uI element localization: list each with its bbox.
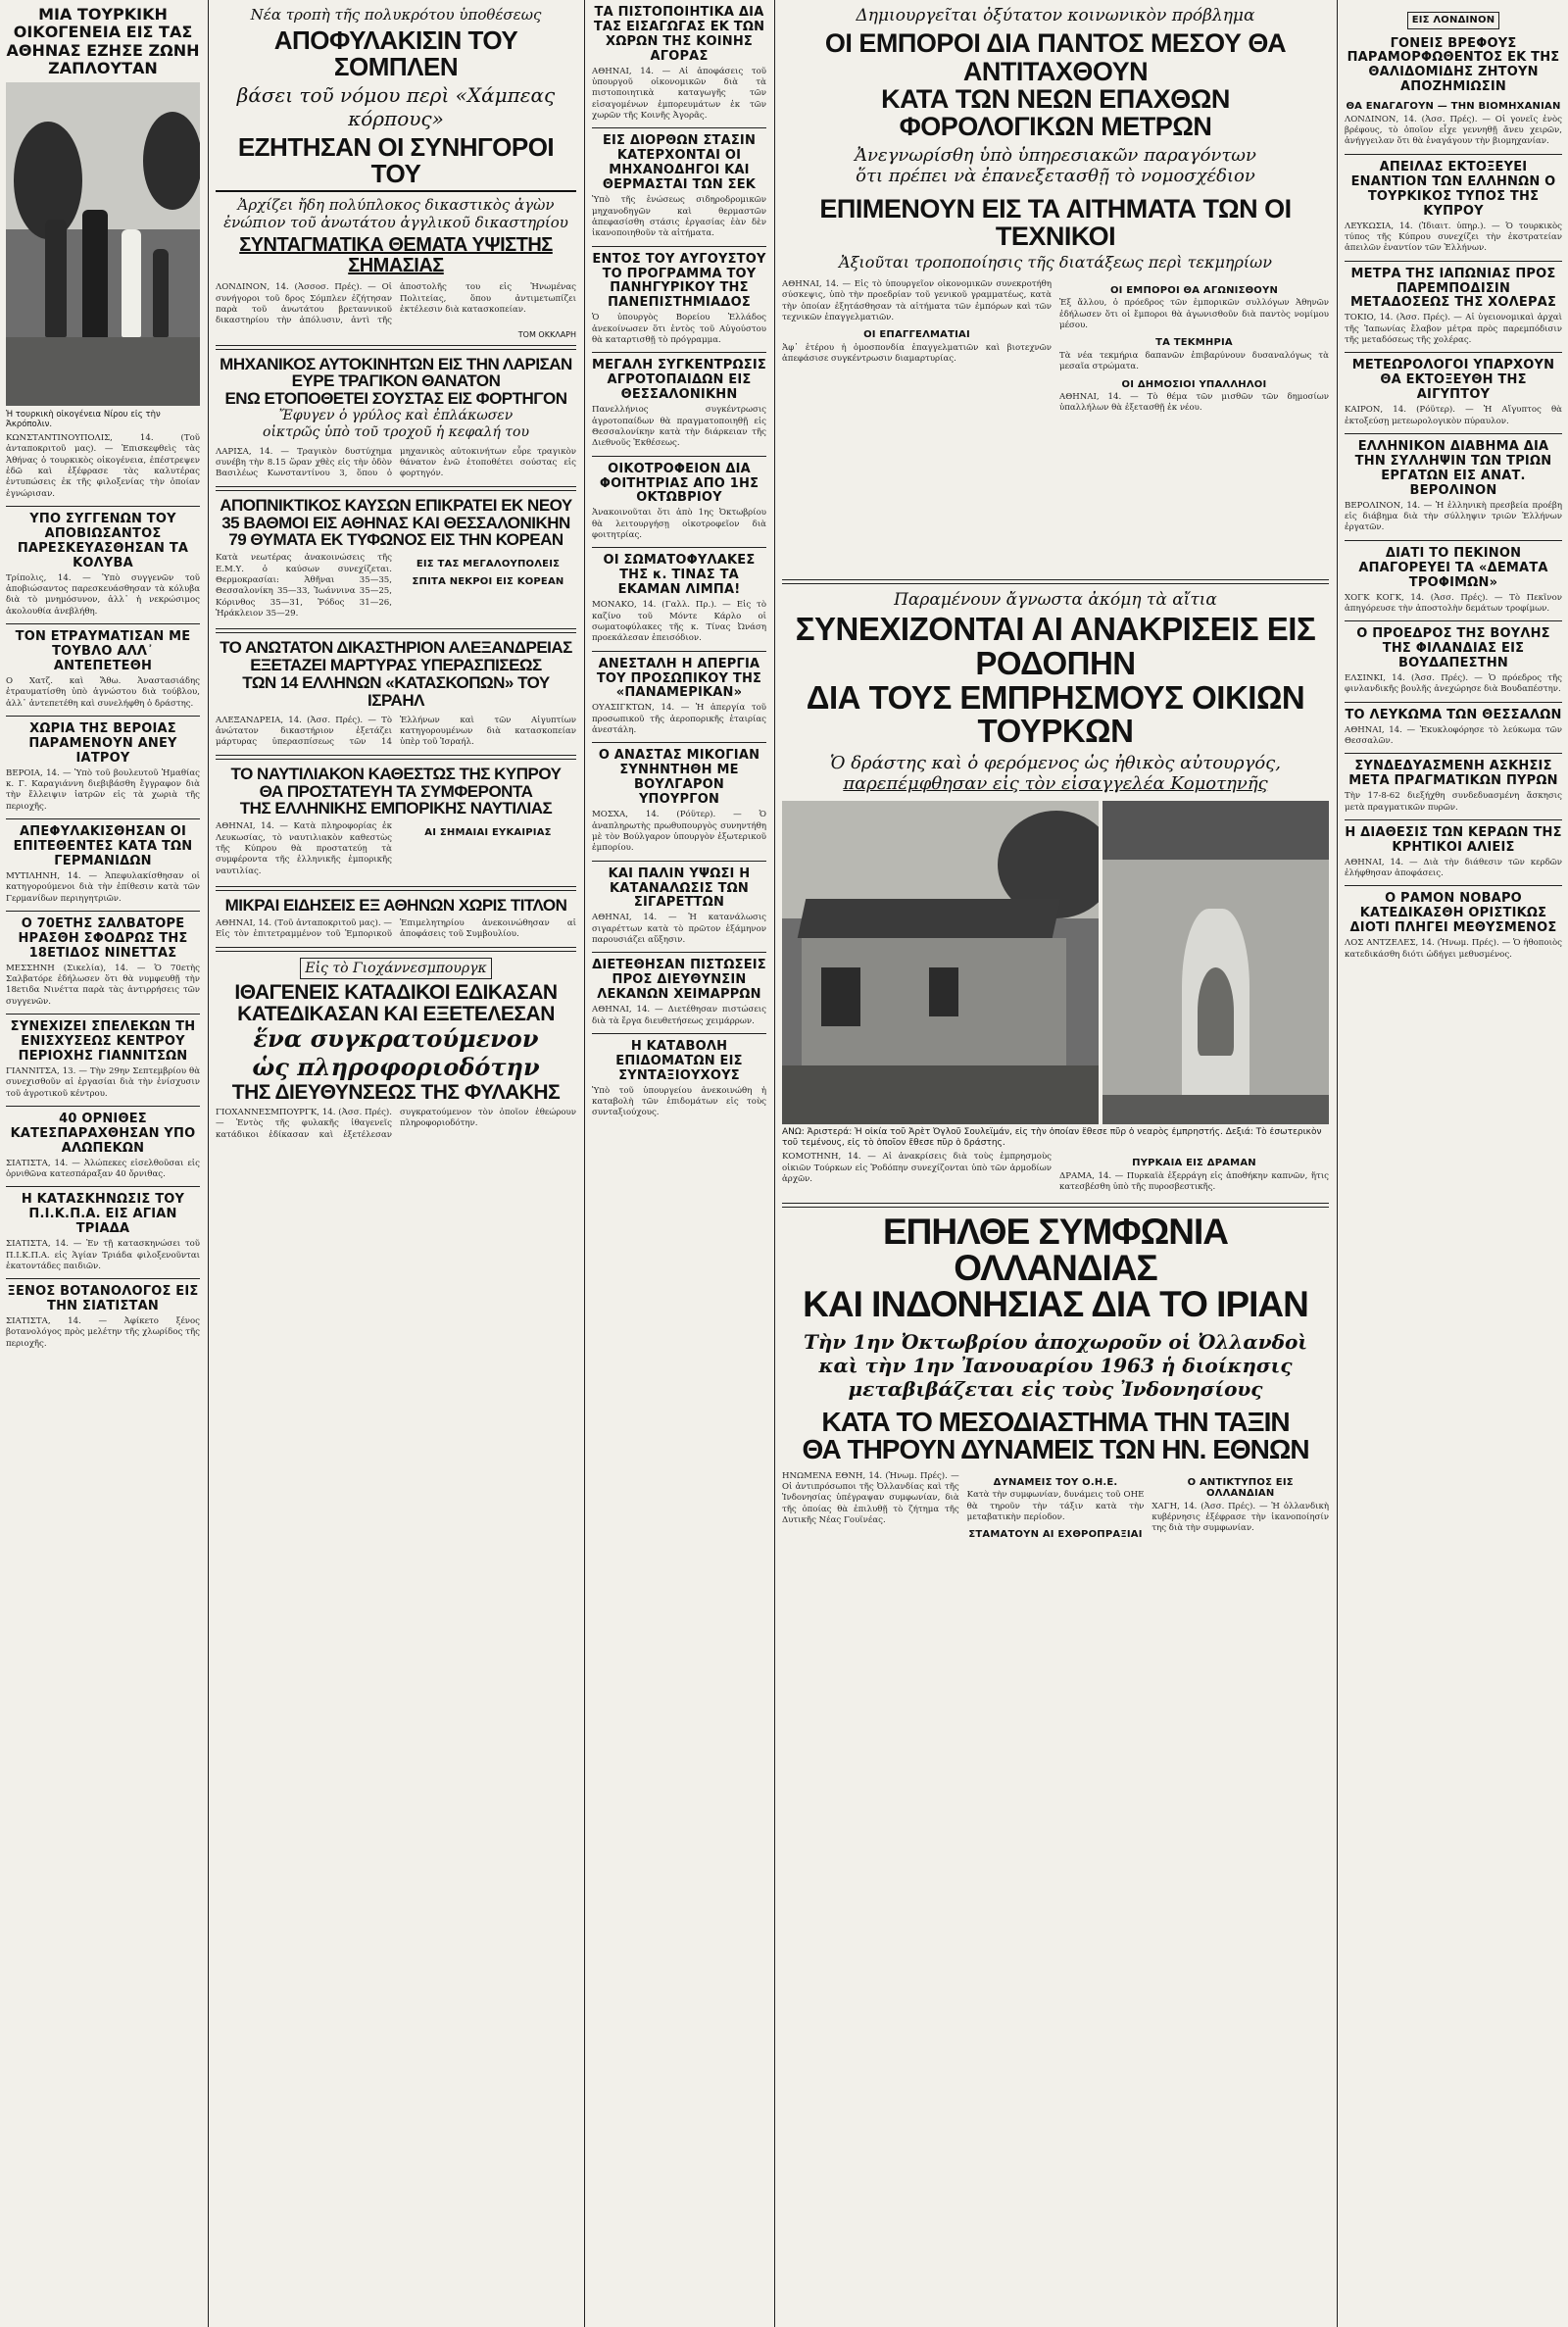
headline: ΕΞΕΤΑΖΕΙ ΜΑΡΤΥΡΑΣ ΥΠΕΡΑΣΠΙΣΕΩΣ — [250, 656, 542, 675]
kicker: Παραμένουν ἄγνωστα ἀκόμη τὰ αἴτια — [894, 589, 1217, 610]
story-headline: ΜΕΤΡΑ ΤΗΣ ΙΑΠΩΝΙΑΣ ΠΡΟΣ ΠΑΡΕΜΠΟΔΙΣΙΝ ΜΕΤΑΔΟΣΕΩΣ ΤΗΣ ΧΟΛΕΡΑΣ — [1349, 266, 1557, 311]
story-body: Ἀφ᾽ ἑτέρου ἡ ὁμοσπονδία ἐπαγγελματιῶν καὶ βιοτεχνῶν ἀπεφάσισε συγκέντρωσιν διαμαρτυρίας. — [782, 342, 1052, 365]
headline: ΜΗΧΑΝΙΚΟΣ ΑΥΤΟΚΙΝΗΤΩΝ ΕΙΣ ΤΗΝ ΛΑΡΙΣΑΝ ΕΥΡΕ ΤΡΑΓΙΚΟΝ ΘΑΝΑΤΟΝ — [220, 354, 572, 391]
headline: ΚΑΤΑ ΤΟ ΜΕΣΟΔΙΑΣΤΗΜΑ ΤΗΝ ΤΑΞΙΝ — [821, 1406, 1290, 1437]
story-headline: ΕΙΣ ΔΙΟΡΘΩΝ ΣΤΑΣΙΝ ΚΑΤΕΡΧΟΝΤΑΙ ΟΙ ΜΗΧΑΝΟΔΗΓΟΙ ΚΑΙ ΘΕΡΜΑΣΤΑΙ ΤΩΝ ΣΕΚ — [602, 133, 757, 193]
story-body: ΧΟΓΚ ΚΟΓΚ, 14. (Ἀσσ. Πρές). — Τὸ Πεκῖνον ἀπηγόρευσε τὴν ἀποστολὴν δεμάτων τροφίμων. — [1345, 592, 1562, 614]
story-headline: Ο ΑΝΑΣΤΑΣ ΜΙΚΟΓΙΑΝ ΣΥΝΗΝΤΗΘΗ ΜΕ ΒΟΥΛΓΑΡΟΝ ΥΠΟΥΡΓΟΝ — [598, 748, 760, 808]
story-headline: ΚΑΙ ΠΑΛΙΝ ΥΨΩΣΙ Η ΚΑΤΑΝΑΛΩΣΙΣ ΤΩΝ ΣΙΓΑΡΕΤΤΩΝ — [608, 866, 751, 911]
story-body: ΑΘΗΝΑΙ, 14. — Διὰ τὴν διάθεσιν τῶν κερδῶν ἐλήφθησαν ἀποφάσεις. — [1345, 857, 1562, 879]
headline: ΤΗΣ ΔΙΕΥΘΥΝΣΕΩΣ ΤΗΣ ΦΥΛΑΚΗΣ — [231, 1080, 561, 1104]
story-body: ΕΛΣΙΝΚΙ, 14. (Ἀσσ. Πρές). — Ὁ πρόεδρος τῆς φινλανδικῆς βουλῆς ἀνεχώρησε διὰ Βουδαπέστην. — [1345, 673, 1562, 695]
subhead: ΟΙ ΕΜΠΟΡΟΙ ΘΑ ΑΓΩΝΙΣΘΟΥΝ — [1109, 284, 1279, 296]
story-headline: ΟΙΚΟΤΡΟΦΕΙΟΝ ΔΙΑ ΦΟΙΤΗΤΡΙΑΣ ΑΠΟ 1ΗΣ ΟΚΤΩΒΡΙΟΥ — [599, 461, 760, 506]
subhead: Ο ΑΝΤΙΚΤΥΠΟΣ ΕΙΣ ΟΛΛΑΝΔΙΑΝ — [1187, 1476, 1294, 1500]
story-body: Ἐξ ἄλλου, ὁ πρόεδρος τῶν ἐμπορικῶν συλλόγων Ἀθηνῶν ἐδήλωσεν ὅτι οἱ ἔμποροι θὰ ἀγωνισθοῦν διὰ παντὸς νομίμου μέσου. — [1059, 298, 1329, 331]
story-body: ΜΥΤΙΛΗΝΗ, 14. — Ἀπεφυλακίσθησαν οἱ κατηγορούμενοι διὰ τὴν ἐπίθεσιν κατὰ τῶν Γερμανίδων περιηγητριῶν. — [6, 870, 200, 904]
story-body: Ὁ ὑπουργὸς Βορείου Ἑλλάδος ἀνεκοίνωσεν ὅτι ἐντὸς τοῦ Αὐγούστου θὰ καταρτισθῇ τὸ πρόγραμμα. — [592, 313, 766, 346]
story-body: Ὑπὸ τοῦ ὑπουργείου ἀνεκοινώθη ἡ καταβολὴ τῶν ἐπιδομάτων εἰς τοὺς συνταξιούχους. — [592, 1085, 766, 1118]
story-headline: ΑΠΕΙΛΑΣ ΕΚΤΟΞΕΥΕΙ ΕΝΑΝΤΙΟΝ ΤΩΝ ΕΛΛΗΝΩΝ Ο ΤΟΥΡΚΙΚΟΣ ΤΥΠΟΣ ΤΗΣ ΚΥΠΡΟΥ — [1350, 159, 1556, 219]
story-headline: ΕΛΛΗΝΙΚΟΝ ΔΙΑΒΗΜΑ ΔΙΑ ΤΗΝ ΣΥΛΛΗΨΙΝ ΤΩΝ ΤΡΙΩΝ ΕΡΓΑΤΩΝ ΕΙΣ ΑΝΑΤ. ΒΕΡΟΛΙΝΟΝ — [1354, 438, 1552, 498]
headline: ΑΠΟΠΝΙΚΤΙΚΟΣ ΚΑΥΣΩΝ ΕΠΙΚΡΑΤΕΙ ΕΚ ΝΕΟΥ — [220, 495, 572, 515]
section-tag: ΕΙΣ ΛΟΝΔΙΝΟΝ — [1407, 12, 1500, 29]
deck: Ὁ δράστης καὶ ὁ φερόμενος ὡς ἠθικὸς αὐτουργός, — [830, 752, 1281, 773]
story-body: ΣΙΑΤΙΣΤΑ, 14. — Ἐν τῇ κατασκηνώσει τοῦ Π.Ι.Κ.Π.Α. εἰς Ἁγίαν Τριάδα φιλοξενοῦνται ἑκατοντάδες παιδιῶν. — [6, 1239, 200, 1271]
column-1 — [0, 0, 206, 2327]
deck: Ἀρχίζει ἤδη πολύπλοκος δικαστικὸς ἀγὼν — [237, 196, 555, 215]
subhead: ΑΙ ΣΗΜΑΙΑΙ ΕΥΚΑΙΡΙΑΣ — [424, 827, 552, 839]
kicker: Δημιουργεῖται ὀξύτατον κοινωνικὸν πρόβλημα — [856, 6, 1255, 25]
headline: ΤΟ ΑΝΩΤΑΤΟΝ ΔΙΚΑΣΤΗΡΙΟΝ ΑΛΕΞΑΝΔΡΕΙΑΣ — [220, 638, 572, 658]
photo-caption: ΑΝΩ: Ἀριστερά: Ἡ οἰκία τοῦ Ἀρὲτ Ὀγλοῦ Σουλεϊμάν, εἰς τὴν ὁποίαν ἔθεσε πῦρ ὁ νεαρὸς ἐμπρηστής. Δεξιά: Τὸ ἐσωτερικὸν τοῦ τεμένους, εἰς τὸ ὁποῖον ἔθεσε πῦρ ὁ δράστης. — [782, 1126, 1322, 1149]
column-3 — [586, 0, 772, 2327]
story-body: ΜΟΝΑΚΟ, 14. (Γαλλ. Πρ.). — Εἰς τὸ καζίνο τοῦ Μόντε Κάρλο οἱ σωματοφύλακες τῆς κ. Τίνας Ὠνάση προεκάλεσαν ἐπεισόδιον. — [592, 600, 766, 644]
byline: ΤΟΜ ΟΚΚΛΑΡΗ — [517, 329, 576, 339]
headline: ΤΟ ΝΑΥΤΙΛΙΑΚΟΝ ΚΑΘΕΣΤΩΣ ΤΗΣ ΚΥΠΡΟΥ — [230, 764, 562, 783]
subhead: ΕΙΣ ΤΑΣ ΜΕΓΑΛΟΥΠΟΛΕΙΣ — [416, 559, 561, 570]
story-body: ΑΘΗΝΑΙ, 14. (Τοῦ ἀνταποκριτοῦ μας). — Εἰς τὸν ἐπιτετραμμένον τοῦ Ἐμπορικοῦ Ἐπιμελητηρίου ἀνεκοινώθησαν αἱ ἀποφάσεις τοῦ Συμβουλίου. — [216, 917, 576, 940]
headline: ΣΥΝΤΑΓΜΑΤΙΚΑ ΘΕΜΑΤΑ ΥΨΙΣΤΗΣ ΣΗΜΑΣΙΑΣ — [239, 234, 553, 277]
story-body: ΑΘΗΝΑΙ, 14. — Κατὰ πληροφορίας ἐκ Λευκωσίας, τὸ ναυτιλιακὸν καθεστὼς τῆς Κύπρου θὰ προστατεύῃ τὰ συμφέροντα τῆς ἑλληνικῆς ἐμπορικῆς ναυτιλίας. — [216, 821, 392, 876]
story-body: ΓΙΟΧΑΝΝΕΣΜΠΟΥΡΓΚ, 14. (Ἀσσ. Πρές). — Ἐντὸς τῆς φυλακῆς ἰθαγενεῖς κατάδικοι ἐδίκασαν καὶ ἐξετέλεσαν συγκρατούμενον τὸν ὁποῖον ἐθεώρουν πληροφοριοδότην. — [216, 1108, 576, 1140]
headline: ΤΩΝ 14 ΕΛΛΗΝΩΝ «ΚΑΤΑΣΚΟΠΩΝ» ΤΟΥ ΙΣΡΑΗΛ — [242, 673, 550, 710]
headline: ΜΙΚΡΑΙ ΕΙΔΗΣΕΙΣ ΕΞ ΑΘΗΝΩΝ ΧΩΡΙΣ ΤΙΤΛΟΝ — [224, 895, 567, 915]
subhead: ΣΠΙΤΑ ΝΕΚΡΟΙ ΕΙΣ ΚΟΡΕΑΝ — [412, 575, 564, 587]
story-body: ΒΕΡΟΙΑ, 14. — Ὑπὸ τοῦ βουλευτοῦ Ἠμαθίας κ. Γ. Καραγιάννη διεβιβάσθη ἔγγραφον διὰ τὴν ἔλλειψιν ἰατρῶν εἰς τὰ χωριὰ τῆς περιοχῆς. — [6, 767, 200, 812]
story-body: ΑΘΗΝΑΙ, 14. — Ἡ κατανάλωσις σιγαρέττων κατὰ τὸ πρῶτον ἑξάμηνον παρουσιάζει αὔξησιν. — [592, 913, 766, 946]
story-headline: Ο ΡΑΜΟΝ ΝΟΒΑΡΟ ΚΑΤΕΔΙΚΑΣΘΗ ΟΡΙΣΤΙΚΩΣ ΔΙΟΤΙ ΠΛΗΓΕΙ ΜΕΘΥΣΜΕΝΟΣ — [1349, 891, 1557, 936]
story-body: ΜΕΣΣΗΝΗ (Σικελία), 14. — Ὁ 70ετὴς Σαλβατόρε ἐδήλωσεν ὅτι θὰ νυμφευθῇ τὴν 18ετιδα Νινέττα παρὰ τὰς ἀντιρρήσεις τῶν συγγενῶν. — [6, 963, 200, 1007]
headline: ὡς πληροφοριοδότην — [252, 1053, 540, 1082]
headline: ΔΙΑ ΤΟΥΣ ΕΜΠΡΗΣΜΟΥΣ ΟΙΚΙΩΝ ΤΟΥΡΚΩΝ — [806, 678, 1305, 750]
deck: παρεπέμφθησαν εἰς τὸν εἰσαγγελέα Κομοτηνῆς — [843, 773, 1268, 795]
story-body: Τὴν 17-8-62 διεξήχθη συνδεδυασμένη ἄσκησις μετὰ πραγματικῶν πυρῶν. — [1345, 791, 1562, 813]
headline: ΑΠΟΦΥΛΑΚΙΣΙΝ ΤΟΥ ΣΟΜΠΛΕΝ — [273, 25, 518, 82]
story-headline: ΜΕΤΕΩΡΟΛΟΓΟΙ ΥΠΑΡΧΟΥΝ ΘΑ ΕΚΤΟΞΕΥΘΗ ΤΗΣ ΑΙΓΥΠΤΟΥ — [1351, 358, 1555, 403]
story-body: ΑΘΗΝΑΙ, 14. — Ἐκυκλοφόρησε τὸ λεύκωμα τῶν Θεσσαλῶν. — [1345, 724, 1562, 746]
headline: ΟΙ ΕΜΠΟΡΟΙ ΔΙΑ ΠΑΝΤΟΣ ΜΕΣΟΥ ΘΑ ΑΝΤΙΤΑΧΘΟΥΝ — [824, 28, 1287, 86]
deck: μεταβιβάζεται εἰς τοὺς Ἰνδονησίους — [848, 1376, 1263, 1401]
kicker: Εἰς τὸ Γιοχάννεσμπουργκ — [300, 958, 491, 980]
deck: καὶ τὴν 1ην Ἰανουαρίου 1963 ἡ διοίκησις — [818, 1353, 1293, 1377]
subhead: ΠΥΡΚΑΙΑ ΕΙΣ ΔΡΑΜΑΝ — [1132, 1158, 1256, 1169]
headline: ΚΑΤΑ ΤΩΝ ΝΕΩΝ ΕΠΑΧΘΩΝ ΦΟΡΟΛΟΓΙΚΩΝ ΜΕΤΡΩΝ — [881, 84, 1230, 142]
story-headline: ΔΙΕΤΕΘΗΣΑΝ ΠΙΣΤΩΣΕΙΣ ΠΡΟΣ ΔΙΕΥΘΥΝΣΙΝ ΛΕΚΑΝΩΝ ΧΕΙΜΑΡΡΩΝ — [592, 958, 766, 1003]
story-headline: 40 ΟΡΝΙΘΕΣ ΚΑΤΕΣΠΑΡΑΧΘΗΣΑΝ ΥΠΟ ΑΛΩΠΕΚΩΝ — [10, 1111, 196, 1156]
deck: Ἀνεγνωρίσθη ὑπὸ ὑπηρεσιακῶν παραγόντων — [855, 144, 1256, 166]
story-body: ΛΟΣ ΑΝΤΖΕΛΕΣ, 14. (Ἡνωμ. Πρές). — Ὁ ἠθοποιὸς κατεδικάσθη διότι ὡδήγει μεθυσμένος. — [1345, 938, 1562, 960]
story-body: ΧΑΓΗ, 14. (Ἀσσ. Πρές). — Ἡ ὀλλανδικὴ κυβέρνησις ἐξέφρασε τὴν ἱκανοποίησίν της διὰ τὴν συμφωνίαν. — [1152, 1501, 1330, 1534]
deck: Ἀξιοῦται τροποποίησις τῆς διατάξεως περὶ τεκμηρίων — [839, 252, 1272, 272]
headline: ΕΠΗΛΘΕ ΣΥΜΦΩΝΙΑ ΟΛΛΑΝΔΙΑΣ — [882, 1211, 1228, 1288]
headline: ΕΖΗΤΗΣΑΝ ΟΙ ΣΥΝΗΓΟΡΟΙ ΤΟΥ — [216, 134, 576, 193]
photo-mosque-interior — [1102, 801, 1329, 1124]
story-headline: Η ΔΙΑΘΕΣΙΣ ΤΩΝ ΚΕΡΑΩΝ ΤΗΣ ΚΡΗΤΙΚΟΙ ΑΛΙΕΙΣ — [1345, 824, 1562, 855]
story-body: Ὑπὸ τῆς ἑνώσεως σιδηροδρομικῶν μηχανοδηγῶν καὶ θερμαστῶν ἀπεφασίσθη στάσις ἐργασίας ἐὰν δὲν ἱκανοποιηθοῦν τὰ αἰτήματα. — [592, 195, 766, 239]
story-headline: Η ΚΑΤΑΣΚΗΝΩΣΙΣ ΤΟΥ Π.Ι.Κ.Π.Α. ΕΙΣ ΑΓΙΑΝ ΤΡΙΑΔΑ — [21, 1192, 185, 1237]
story-headline: ΤΟ ΛΕΥΚΩΜΑ ΤΩΝ ΘΕΣΣΑΛΩΝ — [1345, 707, 1562, 722]
story-body: ΑΛΕΞΑΝΔΡΕΙΑ, 14. (Ἀσσ. Πρές). — Τὸ ἀνώτατον δικαστήριον ἐξετάζει μάρτυρας ὑπερασπίσεως τῶν 14 Ἑλλήνων καὶ τῶν Αἰγυπτίων κατηγορουμένων διὰ κατασκοπείαν ὑπὲρ τοῦ Ἰσραήλ. — [216, 715, 576, 748]
story-body: ΒΕΡΟΛΙΝΟΝ, 14. — Ἡ ἑλληνικὴ πρεσβεία προέβη εἰς διάβημα διὰ τὴν σύλληψιν τριῶν Ἑλλήνων ἐργατῶν. — [1345, 500, 1562, 533]
story-headline: ΔΙΑΤΙ ΤΟ ΠΕΚΙΝΟΝ ΑΠΑΓΟΡΕΥΕΙ ΤΑ «ΔΕΜΑΤΑ ΤΡΟΦΙΜΩΝ» — [1358, 545, 1548, 590]
story-body: ΓΙΑΝΝΙΤΣΑ, 13. — Τὴν 29ην Σεπτεμβρίου θὰ συνεχισθοῦν αἱ ἐργασίαι διὰ τὴν ἐνίσχυσιν τοῦ ἀγροτικοῦ κέντρου. — [6, 1065, 200, 1099]
photo-caption: Ἡ τουρκικὴ οἰκογένεια Νίρου εἰς τὴν Ἀκρόπολιν. — [6, 409, 161, 430]
story-body: Τρίπολις, 14. — Ὑπὸ συγγενῶν τοῦ ἀποβιώσαντος παρεσκευάσθησαν τὰ κόλυβα διὰ τὸ μνημόσυνον, ἀλλ᾽ ἡ νεκρώσιμος ἀκολουθία ἀνεβλήθη. — [6, 572, 200, 617]
column-6 — [1339, 0, 1568, 2327]
headline: ΣΥΝΕΧΙΖΟΝΤΑΙ ΑΙ ΑΝΑΚΡΙΣΕΙΣ ΕΙΣ ΡΟΔΟΠΗΝ — [795, 611, 1316, 681]
story-headline: Η ΚΑΤΑΒΟΛΗ ΕΠΙΔΟΜΑΤΩΝ ΕΙΣ ΣΥΝΤΑΞΙΟΥΧΟΥΣ — [615, 1038, 743, 1083]
story-body: ΑΘΗΝΑΙ, 14. — Διετέθησαν πιστώσεις διὰ τὰ ἔργα διευθετήσεως χειμάρρων. — [592, 1005, 766, 1026]
story-headline: ΜΕΓΑΛΗ ΣΥΓΚΕΝΤΡΩΣΙΣ ΑΓΡΟΤΟΠΑΙΔΩΝ ΕΙΣ ΘΕΣΣΑΛΟΝΙΚΗΝ — [592, 358, 766, 403]
subhead: ΔΥΝΑΜΕΙΣ ΤΟΥ Ο.Η.Ε. — [993, 1476, 1118, 1488]
headline: ΘΑ ΠΡΟΣΤΑΤΕΥΗ ΤΑ ΣΥΜΦΕΡΟΝΤΑ — [259, 781, 533, 801]
story-body: ΤΟΚΙΟ, 14. (Ἀσσ. Πρές). — Αἱ ὑγειονομικαὶ ἀρχαὶ τῆς Ἰαπωνίας ἔλαβον μέτρα πρὸς παρεμπόδισιν τῆς μεταδόσεως τῆς χολέρας. — [1345, 313, 1562, 346]
story-body: Τὰ νέα τεκμήρια δαπανῶν ἐπιβαρύνουν δυσαναλόγως τὰ μεσαῖα στρώματα. — [1059, 350, 1329, 372]
subhead: ΟΙ ΕΠΑΓΓΕΛΜΑΤΙΑΙ — [863, 329, 970, 341]
story-body: ΣΙΑΤΙΣΤΑ, 14. — Ἀλώπεκες εἰσελθοῦσαι εἰς ὀρνιθῶνα κατεσπάραξαν 40 ὄρνιθας. — [6, 1158, 200, 1180]
headline: ΙΘΑΓΕΝΕΙΣ ΚΑΤΑΔΙΚΟΙ ΕΔΙΚΑΣΑΝ — [234, 981, 558, 1005]
story-body: Ἀνακοινοῦται ὅτι ἀπὸ 1ης Ὀκτωβρίου θὰ λειτουργήσῃ οἰκοτροφεῖον διὰ φοιτητρίας. — [592, 508, 766, 541]
story-body: ΟΥΑΣΙΓΚΤΩΝ, 14. — Ἡ ἀπεργία τοῦ προσωπικοῦ τῆς ἀεροπορικῆς ἑταιρίας ἀνεστάλη. — [592, 703, 766, 736]
subhead: ΤΑ ΤΕΚΜΗΡΙΑ — [1155, 337, 1233, 349]
center-section — [776, 0, 1335, 2327]
story-headline: ΥΠΟ ΣΥΓΓΕΝΩΝ ΤΟΥ ΑΠΟΒΙΩΣΑΝΤΟΣ ΠΑΡΕΣΚΕΥΑΣΘΗΣΑΝ ΤΑ ΚΟΛΥΒΑ — [17, 511, 189, 570]
story-headline: ΞΕΝΟΣ ΒΟΤΑΝΟΛΟΓΟΣ ΕΙΣ ΤΗΝ ΣΙΑΤΙΣΤΑΝ — [7, 1284, 199, 1314]
headline: ΕΠΙΜΕΝΟΥΝ ΕΙΣ ΤΑ ΑΙΤΗΜΑΤΑ ΤΩΝ ΟΙ ΤΕΧΝΙΚΟΙ — [819, 193, 1292, 252]
headline: βάσει τοῦ νόμου περὶ «Χάμπεας κόρπους» — [236, 82, 556, 130]
deck: Τὴν 1ην Ὀκτωβρίου ἀποχωροῦν οἱ Ὀλλανδοὶ — [803, 1329, 1308, 1354]
photo-burned-house — [782, 801, 1099, 1124]
story-headline: ΑΝΕΣΤΑΛΗ Η ΑΠΕΡΓΙΑ ΤΟΥ ΠΡΟΣΩΠΙΚΟΥ ΤΗΣ «ΠΑΝΑΜΕΡΙΚΑΝ» — [596, 656, 762, 701]
story-body: ΛΟΝΔΙΝΟΝ, 14. (Ἀσσοσ. Πρές). — Οἱ συνήγοροι τοῦ δρος Σόμπλεν ἐζήτησαν παρὰ τοῦ ἀνωτάτου βρεταννικοῦ δικαστηρίου τὴν ἀπόλυσιν, ἀντὶ τῆς ἀποστολῆς του εἰς Ἡνωμένας Πολιτείας, ὅπου ἀντιμετωπίζει ἐκτέλεσιν διὰ κατασκοπείαν. — [216, 282, 576, 326]
story-headline: ΓΟΝΕΙΣ ΒΡΕΦΟΥΣ ΠΑΡΑΜΟΡΦΩΘΕΝΤΟΣ ΕΚ ΤΗΣ ΘΑΛΙΔΟΜΙΔΗΣ ΖΗΤΟΥΝ ΑΠΟΖΗΜΙΩΣΙΝ — [1347, 35, 1560, 95]
subhead: ΣΤΑΜΑΤΟΥΝ ΑΙ ΕΧΘΡΟΠΡΑΞΙΑΙ — [968, 1529, 1143, 1541]
story-body: ΗΝΩΜΕΝΑ ΕΘΝΗ, 14. (Ἡνωμ. Πρές). — Οἱ ἀντιπρόσωποι τῆς Ὀλλανδίας καὶ τῆς Ἰνδονησίας ὑπέγραψαν συμφωνίαν, διὰ τῆς ὁποίας θὰ ἐπιλυθῇ τὸ ζήτημα τῆς Δυτικῆς Νέας Γουϊνέας. — [782, 1470, 959, 1526]
headline: ΚΑΤΕΔΙΚΑΣΑΝ ΚΑΙ ΕΞΕΤΕΛΕΣΑΝ — [237, 1003, 555, 1026]
story-headline: ΧΩΡΙΑ ΤΗΣ ΒΕΡΟΙΑΣ ΠΑΡΑΜΕΝΟΥΝ ΑΝΕΥ ΙΑΤΡΟΥ — [28, 720, 177, 766]
story-headline: ΟΙ ΣΩΜΑΤΟΦΥΛΑΚΕΣ ΤΗΣ κ. ΤΙΝΑΣ ΤΑ ΕΚΑΜΑΝ ΛΙΜΠΑ! — [603, 553, 756, 598]
story-body: Κατὰ νεωτέρας ἀνακοινώσεις τῆς Ε.Μ.Υ. ὁ καύσων συνεχίζεται. Θερμοκρασίαι: Ἀθῆναι 35—35, Θεσσαλονίκη 35—33, Ἰωάννινα 35—25, Κόρινθος 35—31, Ῥόδος 31—26, Ἡράκλειον 35—29. — [216, 553, 392, 619]
deck: ὅτι πρέπει νὰ ἐπανεξετασθῇ τὸ νομοσχέδιον — [856, 166, 1255, 187]
photo-turkish-family — [6, 82, 200, 406]
column-2 — [210, 0, 582, 2327]
story-headline: Ο ΠΡΟΕΔΡΟΣ ΤΗΣ ΒΟΥΛΗΣ ΤΗΣ ΦΙΛΑΝΔΙΑΣ ΕΙΣ ΒΟΥΔΑΠΕΣΤΗΝ — [1356, 626, 1550, 671]
story-headline: ΕΝΤΟΣ ΤΟΥ ΑΥΓΟΥΣΤΟΥ ΤΟ ΠΡΟΓΡΑΜΜΑ ΤΟΥ ΠΑΝΗΓΥΡΙΚΟΥ ΤΗΣ ΠΑΝΕΠΙΣΤΗΜΙΑΔΟΣ — [592, 251, 766, 311]
story-body: ΛΟΝΔΙΝΟΝ, 14. (Ἀσσ. Πρές). — Οἱ γονεῖς ἑνὸς βρέφους, τὸ ὁποῖον εἶχε γεννηθῇ ἄνευ χειρῶν, ἀνήγγειλαν ὅτι θὰ ἐναγάγουν τὴν βιομηχανίαν. — [1345, 114, 1562, 147]
story-headline: ΣΥΝΕΧΙΖΕΙ ΣΠΕΛΕΚΩΝ ΤΗ ΕΝΙΣΧΥΣΕΩΣ ΚΕΝΤΡΟΥ ΠΕΡΙΟΧΗΣ ΓΙΑΝΝΙΤΣΩΝ — [10, 1019, 196, 1064]
deck: οἰκτρῶς ὑπὸ τοῦ τροχοῦ ἡ κεφαλή του — [263, 423, 529, 440]
story-headline: ΑΠΕΦΥΛΑΚΙΣΘΗΣΑΝ ΟΙ ΕΠΙΤΕΘΕΝΤΕΣ ΚΑΤΑ ΤΩΝ ΓΕΡΜΑΝΙΔΩΝ — [13, 824, 193, 868]
kicker: Νέα τροπὴ τῆς πολυκρότου ὑποθέσεως — [250, 6, 542, 24]
headline: ΕΝΩ ΕΤΟΠΟΘΕΤΕΙ ΣΟΥΣΤΑΣ ΕΙΣ ΦΟΡΤΗΓΟΝ — [224, 389, 567, 409]
story-body: Ο Χατζ. καὶ Ἄθω. Ἀναστασιάδης ἐτραυματίσθη ὑπὸ ἀγνώστου διὰ τούβλου, ἀλλ᾽ ἀντεπετέθη καὶ συνελήφθη ὁ δράστης. — [6, 675, 200, 709]
headline: 79 ΘΥΜΑΤΑ ΕΚ ΤΥΦΩΝΟΣ ΕΙΣ ΤΗΝ ΚΟΡΕΑΝ — [228, 530, 564, 550]
deck: Ἔφυγεν ὁ γρύλος καὶ ἐπλάκωσεν — [278, 408, 514, 424]
story-headline: ΜΙΑ ΤΟΥΡΚΙΚΗ ΟΙΚΟΓΕΝΕΙΑ ΕΙΣ ΤΑΣ ΑΘΗΝΑΣ ΕΖΗΣΕ ΖΩΝΗ ΖΑΠΛΟΥΤΑΝ — [6, 5, 200, 78]
deck: ἐνώπιον τοῦ ἀνωτάτου ἀγγλικοῦ δικαστηρίου — [223, 214, 568, 232]
headline: ΚΑΙ ΙΝΔΟΝΗΣΙΑΣ ΔΙΑ ΤΟ ΙΡΙΑΝ — [803, 1283, 1308, 1324]
headline: ΘΑ ΤΗΡΟΥΝ ΔΥΝΑΜΕΙΣ ΤΩΝ ΗΝ. ΕΘΝΩΝ — [802, 1433, 1309, 1464]
story-headline: ΤΟΝ ΕΤΡΑΥΜΑΤΙΣΑΝ ΜΕ ΤΟΥΒΛΟ ΑΛΛ᾽ ΑΝΤΕΠΕΤΕΘΗ — [15, 629, 191, 673]
story-body: ΜΟΣΧΑ, 14. (Ρόϋτερ). — Ὁ ἀναπληρωτὴς πρωθυπουργὸς συνηντήθη μὲ τὸν Βούλγαρον ὑπουργὸν ἐξωτερικοῦ ἐμπορίου. — [592, 810, 766, 854]
story-body: ΑΘΗΝΑΙ, 14. — Αἱ ἀποφάσεις τοῦ ὑπουργοῦ οἰκονομικῶν διὰ τὰ πιστοποιητικὰ καταγωγῆς τῶν εἰσαγομένων ἐμπορευμάτων ἐκ τῶν χωρῶν τῆς Κοινῆς Ἀγορᾶς. — [592, 66, 766, 122]
story-body: Κατὰ τὴν συμφωνίαν, δυνάμεις τοῦ ΟΗΕ θὰ τηροῦν τὴν τάξιν κατὰ τὴν μεταβατικὴν περίοδον. — [966, 1490, 1145, 1522]
story-body: ΛΑΡΙΣΑ, 14. — Τραγικὸν δυστύχημα συνέβη τὴν 8.15 ὥραν χθὲς εἰς τὴν ὁδὸν Βασιλέως Κωνσταντίνου 3, ὅπου ὁ μηχανικὸς αὐτοκινήτων εὗρε τραγικὸν θάνατον ἐνῶ ἐτοποθέτει σούστας εἰς φορτηγόν. — [216, 446, 576, 479]
story-headline: ΣΥΝΔΕΔΥΑΣΜΕΝΗ ΑΣΚΗΣΙΣ ΜΕΤΑ ΠΡΑΓΜΑΤΙΚΩΝ ΠΥΡΩΝ — [1348, 759, 1558, 789]
story-body: ΚΟΜΟΤΗΝΗ, 14. — Αἱ ἀνακρίσεις διὰ τοὺς ἐμπρησμοὺς οἰκιῶν Τούρκων εἰς Ῥοδόπην συνεχίζονται ὑπὸ τῶν ἀρμοδίων ἀρχῶν. — [782, 1152, 1052, 1185]
subhead: ΟΙ ΔΗΜΟΣΙΟΙ ΥΠΑΛΛΗΛΟΙ — [1121, 378, 1267, 390]
story-headline: Ο 70ΕΤΗΣ ΣΑΛΒΑΤΟΡΕ ΗΡΑΣΘΗ ΣΦΟΔΡΩΣ ΤΗΣ 18ΕΤΙΔΟΣ ΝΙΝΕΤΤΑΣ — [18, 916, 188, 961]
headline: ΤΗΣ ΕΛΛΗΝΙΚΗΣ ΕΜΠΟΡΙΚΗΣ ΝΑΥΤΙΛΙΑΣ — [239, 799, 553, 818]
story-body: ΚΑΙΡΟΝ, 14. (Ρόϋτερ). — Ἡ Αἴγυπτος θὰ ἐκτοξεύσῃ μετεωρολογικὸν πύραυλον. — [1345, 405, 1562, 426]
story-body: ΣΙΑΤΙΣΤΑ, 14. — Ἀφίκετο ξένος βοτανολόγος πρὸς μελέτην τῆς χλωρίδος τῆς περιοχῆς. — [6, 1316, 200, 1349]
headline: ἕνα συγκρατούμενον — [253, 1024, 539, 1054]
story-headline: ΤΑ ΠΙΣΤΟΠΟΙΗΤΙΚΑ ΔΙΑ ΤΑΣ ΕΙΣΑΓΩΓΑΣ ΕΚ ΤΩΝ ΧΩΡΩΝ ΤΗΣ ΚΟΙΝΗΣ ΑΓΟΡΑΣ — [593, 5, 765, 64]
story-body: ΚΩΝΣΤΑΝΤΙΝΟΥΠΟΛΙΣ, 14. (Τοῦ ἀνταποκριτοῦ μας). — Ἐπισκεφθεὶς τὰς Ἀθήνας ὁ τουρκικὸς οἰκογένεια, ἐπέστρεψεν ἐδῶ καὶ ἐξέφρασε τὰς καλυτέρας ἐντυπώσεις ἐκ τῆς φιλοξενίας τὴν ὁποίαν ἐγνώρισαν. — [6, 432, 200, 499]
subhead: ΘΑ ΕΝΑΓΑΓΟΥΝ — ΤΗΝ ΒΙΟΜΗΧΑΝΙΑΝ — [1346, 101, 1561, 113]
story-body: ΑΘΗΝΑΙ, 14. — Εἰς τὸ ὑπουργεῖον οἰκονομικῶν συνεκροτήθη σύσκεψις, ὑπὸ τὴν προεδρίαν τοῦ γενικοῦ γραμματέως, κατὰ τὴν ὁποίαν ἐξητάσθησαν τὰ αἰτήματα τῶν ἐμπόρων καὶ τῶν τεχνικῶν ἐπαγγελματιῶν. — [782, 278, 1052, 322]
story-body: Πανελλήνιος συγκέντρωσις ἀγροτοπαίδων θὰ πραγματοποιηθῇ εἰς Θεσσαλονίκην κατὰ τὴν διάρκειαν τῆς Διεθνοῦς Ἐκθέσεως. — [592, 405, 766, 449]
story-body: ΑΘΗΝΑΙ, 14. — Τὸ θέμα τῶν μισθῶν τῶν δημοσίων ὑπαλλήλων θὰ ἐξετασθῇ ἐκ νέου. — [1059, 392, 1329, 414]
headline: 35 ΒΑΘΜΟΙ ΕΙΣ ΑΘΗΝΑΣ ΚΑΙ ΘΕΣΣΑΛΟΝΙΚΗΝ — [221, 513, 570, 532]
story-body: ΛΕΥΚΩΣΙΑ, 14. (Ἰδιαιτ. ὑπηρ.). — Ὁ τουρκικὸς τύπος τῆς Κύπρου συνεχίζει τὴν ἐκστρατείαν ἀπειλῶν ἐναντίον τῶν Ἑλλήνων. — [1345, 221, 1562, 254]
story-body: ΔΡΑΜΑ, 14. — Πυρκαϊὰ ἐξερράγη εἰς ἀποθήκην καπνῶν, ἥτις κατεσβέσθη ὑπὸ τῆς πυροσβεστικῆς. — [1059, 1170, 1329, 1193]
